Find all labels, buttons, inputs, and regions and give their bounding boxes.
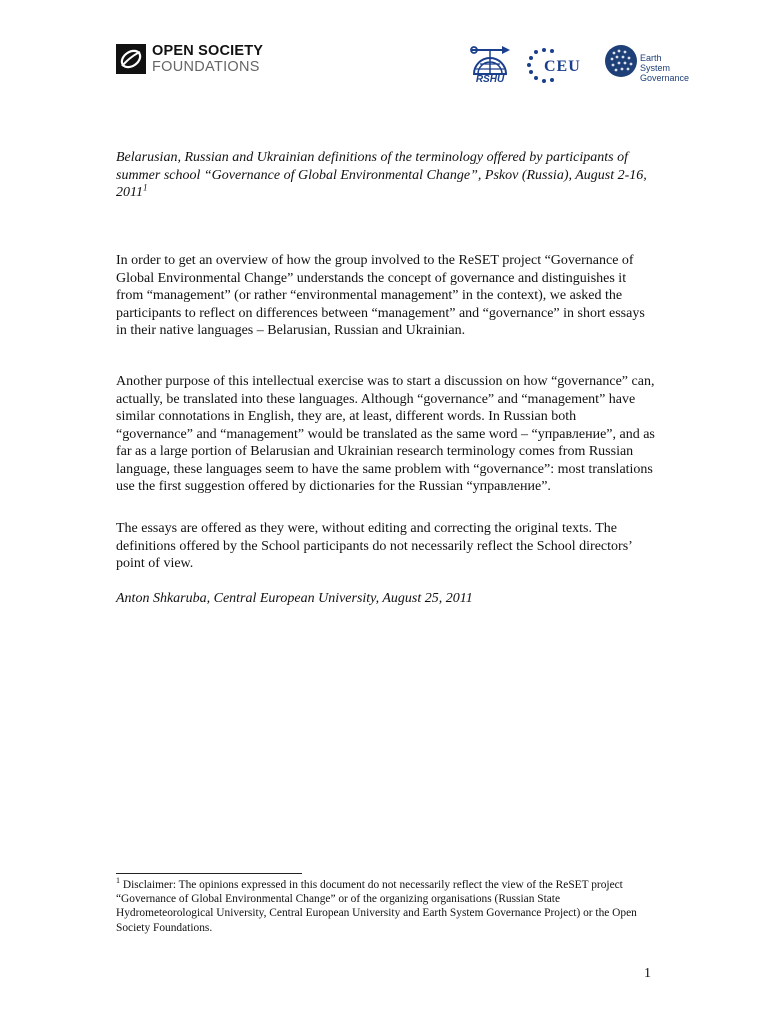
esg-label-line2: System xyxy=(640,63,671,73)
esg-label xyxy=(640,53,704,83)
paragraph-purpose: Another purpose of this intellectual exercise was to start a discussion on how “governance” can, actually, be translated into these languages. Although “governance” and “management” have similar connotations in English, they are, at least, different words. In Russian both “governance” and “management” would be translated as the same word – “управление”, and as far as a large portion of Belarusian and Ukrainian research terminology comes from Russian language, these languages seem to have the same problem with “governance”: most translations use the first suggestion offered by dictionaries for the Russian “управление”. xyxy=(116,374,655,494)
paragraph-disclaimer-note: The essays are offered as they were, without editing and correcting the original texts. The definitions offered by the School participants do not necessarily reflect the School directors’ point of view. xyxy=(116,521,632,571)
osf-emblem-icon xyxy=(116,44,146,74)
paragraph-overview: In order to get an overview of how the group involved to the ReSET project “Governance of Global Environmental Change” understands the concept of governance and distinguishes it from “management” (or rather “environmental management” in the context), we asked the participants to reflect on differences between “management” and “governance” in short essays in their native languages – Belarusian, Russian and Ukrainian. xyxy=(116,253,645,338)
globe-icon xyxy=(604,44,638,78)
document-title-text: Belarusian, Russian and Ukrainian definitions of the terminology offered by participants of summer school “Governance of Global Environmental Change”, Pskov (Russia), August 2-16, 2011 xyxy=(116,150,647,200)
author-signature: Anton Shkaruba, Central European University, August 25, 2011 xyxy=(116,591,473,606)
earth-system-governance-logo xyxy=(604,44,704,90)
document-title xyxy=(116,149,656,202)
open-society-foundations-logo xyxy=(116,42,276,80)
osf-name-line2: FOUNDATIONS xyxy=(152,59,260,75)
footnote xyxy=(116,878,656,935)
rshu-label: RSHU xyxy=(475,74,505,85)
footnote-mark: 1 xyxy=(116,876,120,886)
esg-label-line3: Governance xyxy=(640,73,690,83)
esg-label-line1: Earth xyxy=(640,53,662,63)
osf-name-line1: OPEN SOCIETY xyxy=(152,43,264,59)
rshu-emblem-icon xyxy=(466,44,514,76)
title-footnote-mark: 1 xyxy=(142,182,148,193)
footnote-separator xyxy=(116,873,302,874)
page-number: 1 xyxy=(644,966,651,981)
footnote-text: Disclaimer: The opinions expressed in this document do not necessarily reflect the view of the ReSET project “Governance of Global Environmental Change” or of the organizing organisations (Russian State Hydrometeorological University, Central European University and Earth System Governance Project) or the Open Society Foundations. xyxy=(116,879,637,934)
rshu-logo xyxy=(466,44,514,88)
ceu-label: CEU xyxy=(544,58,581,75)
ceu-logo xyxy=(526,46,592,86)
